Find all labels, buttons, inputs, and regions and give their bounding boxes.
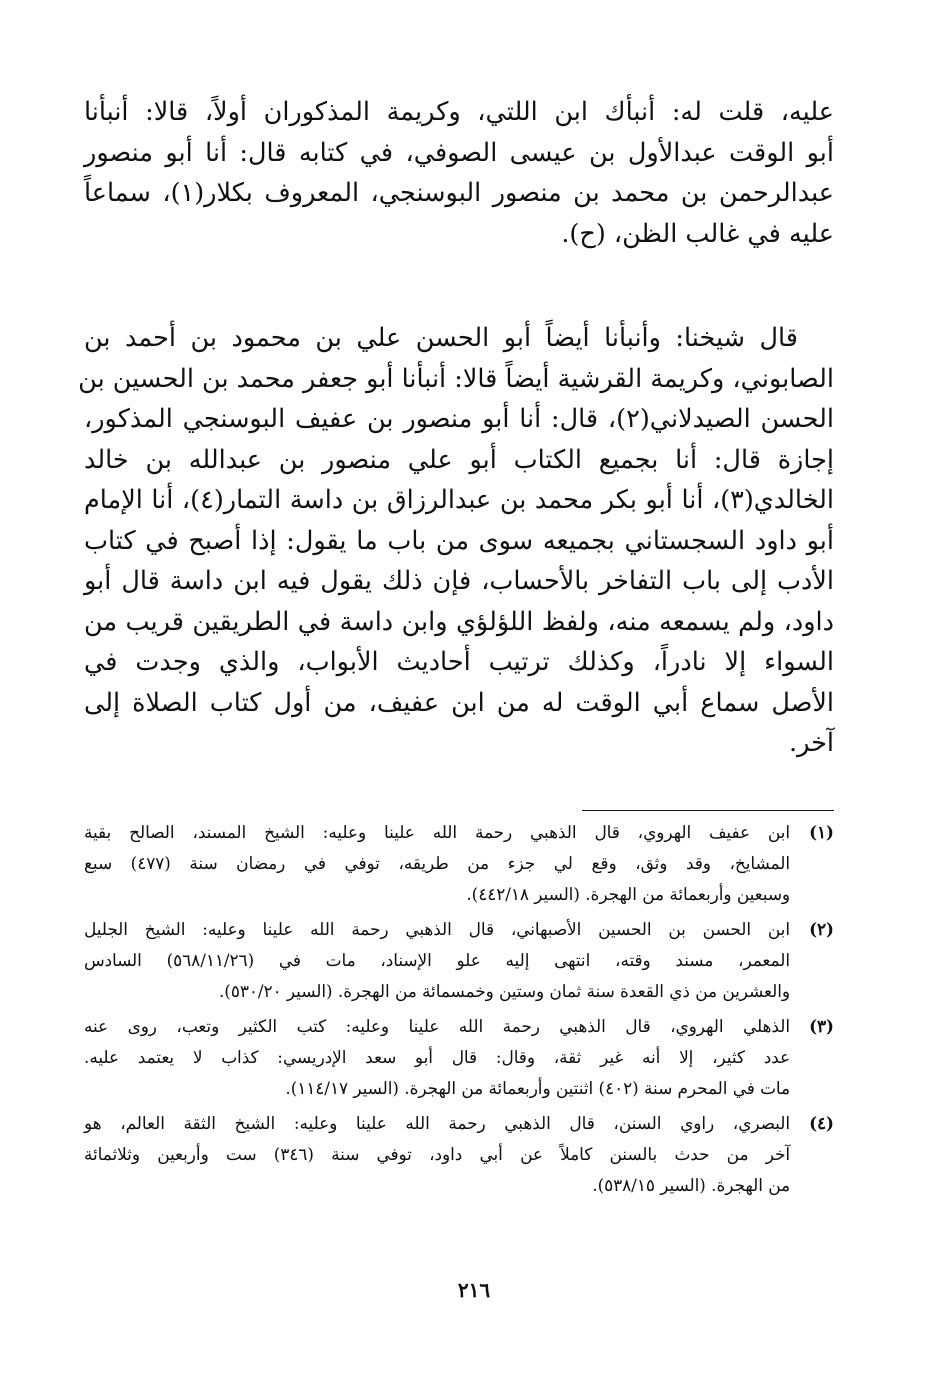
- footnote-line: البصري، راوي السنن، قال الذهبي رحمة الله علينا وعليه: الشيخ الثقة العالم، هو: [84, 1112, 790, 1133]
- main-paragraph-2: [78, 318, 835, 764]
- footnote-separator: [582, 810, 834, 811]
- footnote-line: المعمر، مسند وقته، انتهى إليه علو الإسناد، مات في (٥٦٨/١١/٢٦) السادس: [84, 949, 790, 970]
- text-line: الصابوني، وكريمة القرشية أيضاً قالا: أنبأنا أبو جعفر محمد بن الحسين بن: [78, 363, 834, 394]
- footnote-number: (٤): [809, 1112, 834, 1133]
- text-line: الأدب إلى باب التفاخر بالأحساب، فإن ذلك يقول فيه ابن داسة قال أبو: [84, 566, 834, 596]
- text-line: آخر.: [788, 728, 834, 758]
- text-line: عليه في غالب الظن، (ح).: [561, 218, 834, 249]
- footnote-line: عدد كثير، إلا أنه غير ثقة، وقال: قال أبو سعد الإدريسي: كذاب لا يعتمد عليه.: [84, 1046, 790, 1067]
- footnote-2: [84, 914, 834, 1007]
- text-line: الأصل سماع أبي الوقت له من ابن عفيف، من أول كتاب الصلاة إلى: [84, 687, 834, 718]
- footnote-line: والعشرين من ذي القعدة سنة ثمان وستين وخمسمائة من الهجرة. (السير ٥٣٠/٢٠).: [218, 980, 790, 1001]
- footnote-text: [84, 1011, 790, 1104]
- text-line: داود، ولم يسمعه منه، ولفظ اللؤلؤي وابن داسة في الطريقين قريب من: [84, 606, 834, 637]
- page-number: ٢١٦: [457, 1278, 491, 1302]
- footnote-line: الذهلي الهروي، قال الذهبي رحمة الله علينا وعليه: كتب الكثير وتعب، روى عنه: [84, 1015, 790, 1036]
- footnote-3: [84, 1011, 834, 1104]
- text-line: الخالدي(٣)، أنا أبو بكر محمد بن عبدالرزاق بن داسة التمار(٤)، أنا الإمام: [84, 485, 835, 515]
- footnote-text: [84, 817, 790, 910]
- text-line: الحسن الصيدلاني(٢)، قال: أنا أبو منصور بن عفيف البوسنجي المذكور،: [84, 404, 834, 434]
- page-content: [78, 92, 835, 1205]
- text-line: أبو الوقت عبدالأول بن عيسى الصوفي، في كتابه قال: أنا أبو منصور: [84, 137, 834, 168]
- footnote-line: المشايخ، وقد وثق، وقع لي جزء من طريقه، توفي في رمضان سنة (٤٧٧) سبع: [84, 852, 790, 873]
- footnote-line: وسبعين وأربعمائة من الهجرة. (السير ٤٤٢/١٨).: [466, 883, 790, 904]
- footnote-line: من الهجرة. (السير ٥٣٨/١٥).: [592, 1174, 790, 1195]
- footnote-text: [84, 914, 790, 1007]
- text-line: قال شيخنا: وأنبأنا أيضاً أبو الحسن علي بن محمود بن أحمد بن: [84, 323, 798, 353]
- footnote-line: مات في المحرم سنة (٤٠٢) اثنتين وأربعمائة من الهجرة. (السير ١١٤/١٧).: [285, 1077, 790, 1098]
- footnote-text: [84, 1108, 790, 1201]
- footnotes: [84, 817, 834, 1201]
- main-paragraph-1: [84, 92, 834, 254]
- footnote-number: (٢): [809, 918, 834, 939]
- footnote-number: (٣): [809, 1015, 834, 1036]
- text-line: أبو داود السجستاني بجميعه سوى من باب ما يقول: إذا أصبح في كتاب: [84, 525, 834, 556]
- text-line: إجازة قال: أنا بجميع الكتاب أبو علي منصور بن عبدالله بن خالد: [84, 444, 834, 475]
- footnote-4: [84, 1108, 834, 1201]
- footnote-1: [84, 817, 834, 910]
- footnote-line: آخر من حدث بالسنن كاملاً عن أبي داود، توفي سنة (٣٤٦) ست وأربعين وثلاثمائة: [84, 1143, 790, 1164]
- footnote-line: ابن عفيف الهروي، قال الذهبي رحمة الله علينا وعليه: الشيخ المسند، الصالح بقية: [84, 821, 790, 842]
- footnote-line: ابن الحسن بن الحسين الأصبهاني، قال الذهبي رحمة الله علينا وعليه: الشيخ الجليل: [84, 918, 790, 939]
- text-line: عبدالرحمن بن محمد بن منصور البوسنجي، المعروف بكلار(١)، سماعاً: [84, 178, 834, 208]
- text-line: عليه، قلت له: أنبأك ابن اللتي، وكريمة المذكوران أولاً، قالا: أنبأنا: [84, 97, 834, 127]
- footnote-number: (١): [809, 821, 834, 842]
- text-line: السواء إلا نادراً، وكذلك ترتيب أحاديث الأبواب، والذي وجدت في: [84, 647, 834, 677]
